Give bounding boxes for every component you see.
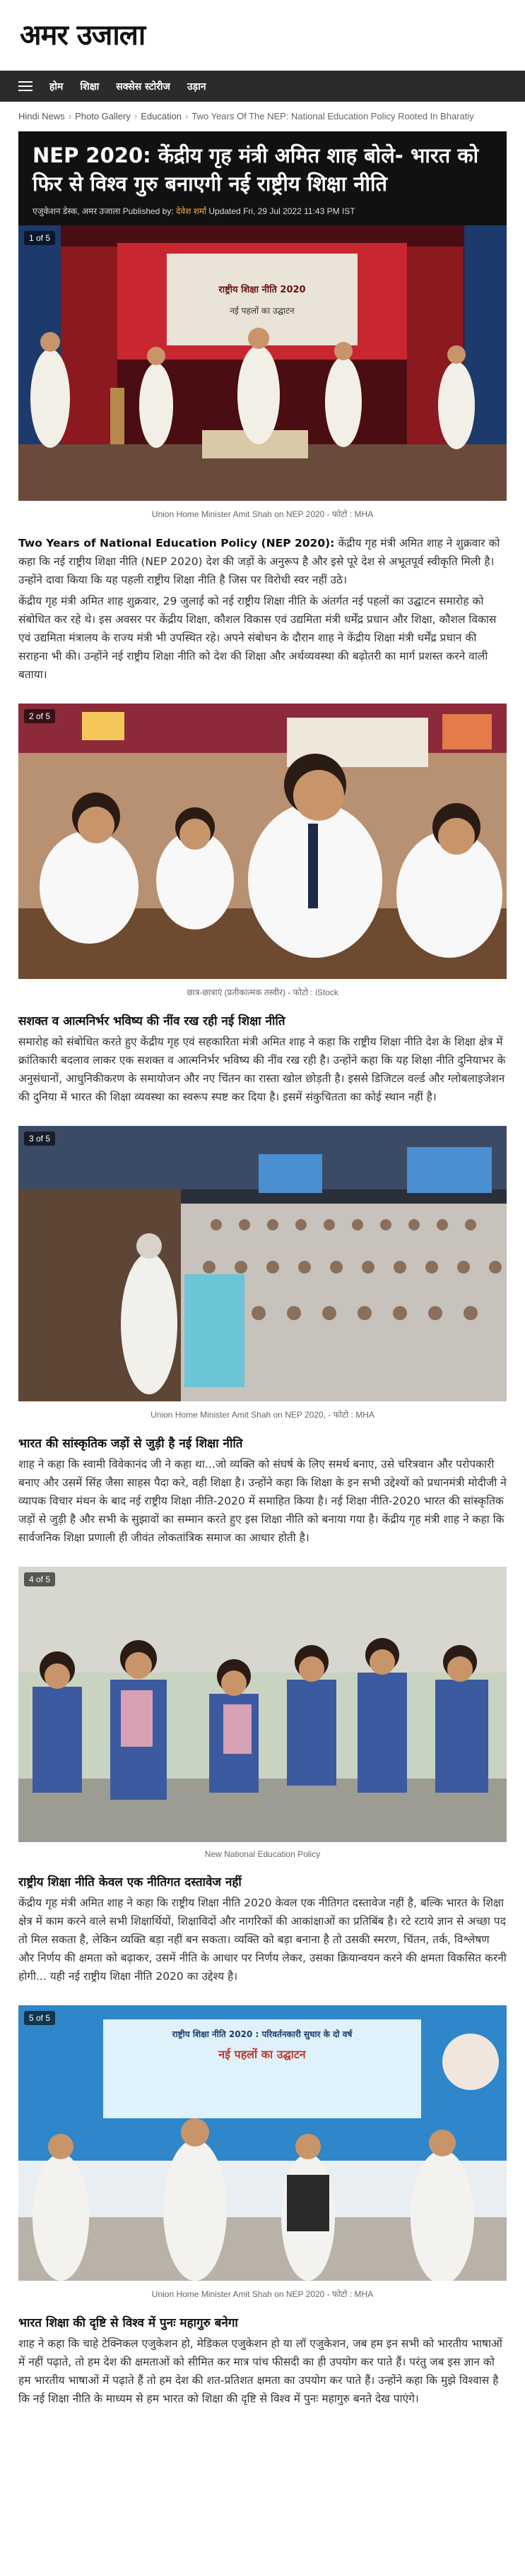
gallery-slide-5 [18,2005,507,2300]
slide-counter: 2 of 5 [24,709,55,723]
banner-text: राष्ट्रीय शिक्षा नीति 2020 : परिवर्तनकारी सुधार के दो वर्ष [172,2029,353,2039]
image-caption: Union Home Minister Amit Shah on NEP 2020, - फोटो : MHA [151,1410,374,1420]
article-section-1 [0,520,525,684]
section-heading: भारत की सांस्कृतिक जड़ों से जुड़ी है नई शिक्षा नीति [18,1437,243,1451]
gallery-slide-1 [18,225,507,520]
breadcrumb-photo-gallery[interactable]: Photo Gallery [75,111,131,121]
image-caption: Union Home Minister Amit Shah on NEP 2020 - फोटो : MHA [151,2289,374,2299]
main-nav [0,71,525,102]
section-heading: भारत शिक्षा की दृष्टि से विश्व में पुनः महागुरु बनेगा [18,2316,238,2330]
article-header [18,131,507,225]
gallery-slide-2 [18,704,507,998]
section-heading: राष्ट्रीय शिक्षा नीति केवल एक नीतिगत दस्तावेज नहीं [18,1875,242,1889]
banner-subtext: नई पहलों का उद्घाटन [230,306,295,316]
slide-counter: 4 of 5 [24,1572,55,1586]
author-link[interactable]: देवेश शर्मा [176,206,207,216]
gallery-slide-3 [18,1126,507,1420]
slide-photo[interactable] [18,1567,507,1842]
paragraph: समारोह को संबोधित करते हुए केंद्रीय गृह एवं सहकारिता मंत्री अमित शाह ने कहा कि राष्ट्रीय शिक्षा नीति देश के शिक्षा क्षेत्र में क्रांतिकारी बदलाव लाकर एक सशक्त व आत्मनिर्भर भविष्य की नींव रख रही है। उन्होंने कहा कि यह शिक्षा नीति दुनियाभर के अनुसंधानों, आधुनिकीकरण के समायोजन और नए चिंतन का रास्ता खोल छोड़ती है। इससे डिजिटल वर्ल्ड और ग्लोबलाइजेशन की दुनिया में भारत की शिक्षा व्यवस्था का स्वरूप स्पष्ट कर दिया है। इसमें संकुचितता का कोई स्थान नहीं है। [18,1035,506,1103]
paragraph: शाह ने कहा कि स्वामी विवेकानंद जी ने कहा था...जो व्यक्ति को संघर्ष के लिए समर्थ बनाए, उसे चरित्रवान और परोपकारी बनाए और उसमें सिंह जैसा साहस पैदा करे, वही शिक्षा है। उन्होंने कहा कि शिक्षा के इन सभी उद्देश्यों को प्रधानमंत्री मोदीजी ने व्यापक विचार मंथन के बाद नई राष्ट्रीय शिक्षा नीति-2020 में समाहित किया है। नई शिक्षा नीति-2020 भारत की सांस्कृतिक जड़ों से जुड़ी है और सभी के सुझावों का सम्मान करते हुए इस शिक्षा नीति को बनाया गया है। केंद्रीय गृह मंत्री शाह ने कहा कि सार्वजनिक शिक्षा प्रणाली ही जीवंत लोकतांत्रिक समाज का आधार होती है। [18,1458,507,1544]
article-section-2 [0,998,525,1106]
image-caption: छात्र-छात्राएं (प्रतीकात्मक तस्वीर) - फोटो : iStock [187,987,338,997]
page-title: NEP 2020: केंद्रीय गृह मंत्री अमित शाह बोले- भारत को फिर से विश्व गुरु बनाएगी नई राष्ट्रीय शिक्षा नीति [33,143,479,196]
updated-time: Updated Fri, 29 Jul 2022 11:43 PM IST [208,206,355,216]
nav-item-home[interactable]: होम [49,81,64,93]
article-section-5 [0,2300,525,2408]
breadcrumb-current: Two Years Of The NEP: National Education Policy Rooted In Bharatiy [191,111,474,121]
section-heading: सशक्त व आत्मनिर्भर भविष्य की नींव रख रही नई शिक्षा नीति [18,1014,285,1028]
banner-text: राष्ट्रीय शिक्षा नीति 2020 [218,285,306,295]
gallery-slide-4 [18,1567,507,1859]
paragraph [18,534,507,589]
site-logo[interactable]: अमर उजाला [20,18,146,52]
menu-icon[interactable] [18,81,33,91]
slide-counter: 3 of 5 [24,1132,55,1146]
banner-subtext: नई पहलों का उद्घाटन [218,2048,306,2061]
paragraph: केंद्रीय गृह मंत्री अमित शाह शुक्रवार, 29 जुलाई को नई राष्ट्रीय शिक्षा नीति के अंतर्गत नई पहलों का उद्घाटन समारोह को संबोधित कर रहे थे। इस अवसर पर केंद्रीय शिक्षा, कौशल विकास एवं उद्यमिता मंत्री धर्मेंद्र प्रधान और शिक्षा, कौशल विकास एवं उद्यमिता मंत्रालय के राज्य मंत्री भी उपस्थित रहे। अपने संबोधन के दौरान शाह ने केंद्रीय शिक्षा मंत्री धर्मेंद्र प्रधान की सराहना भी की। उन्होंने नई राष्ट्रीय शिक्षा नीति को देश की शिक्षा और अर्थव्यवस्था की बढ़ोतरी का मार्ग प्रशस्त करने वाली बताया। [18,595,497,681]
article-section-4 [0,1859,525,1986]
byline: एजुकेशन डेस्क, अमर उजाला Published by: [33,206,174,216]
article-meta [33,205,492,217]
slide-photo[interactable] [18,225,507,501]
slide-photo[interactable] [18,2005,507,2281]
slide-counter: 5 of 5 [24,2011,55,2025]
paragraph: केंद्रीय गृह मंत्री अमित शाह ने कहा कि राष्ट्रीय शिक्षा नीति 2020 केवल एक नीतिगत दस्तावेज नहीं है, बल्कि भारत के शिक्षा क्षेत्र में काम करने वाले सभी शिक्षार्थियों, शिक्षाविदों और नागरिकों की आकांक्षाओं का प्रतिबिंब है। रटे रटाये ज्ञान से अच्छा पद तो मिल सकता है, लेकिन व्यक्ति बड़ा नहीं बन सकता। व्यक्ति को बड़ा बनाना है तो उसकी स्मरण, चिंतन, तर्क, विश्लेषण और निर्णय की क्षमता को बढ़ाकर, उसमें नीति के आधार पर निर्णय लेकर, उसका क्रियान्वयन करने की क्षमता विकसित करनी होगी... यही नई राष्ट्रीय शिक्षा नीति 2020 का उद्देश्य है। [18,1897,507,1983]
paragraph: शाह ने कहा कि चाहे टेक्निकल एजुकेशन हो, मेडिकल एजुकेशन हो या लॉ एजुकेशन, जब हम इन सभी को भारतीय भाषाओं में नहीं पढ़ाते, तो हम देश की क्षमताओं को सीमित कर मात्र पांच फीसदी का ही उपयोग कर पाते हैं। परंतु जब इस ज्ञान को हम भारतीय भाषाओं में पढ़ाते हैं तो हम देश की शत-प्रतिशत क्षमता का उपयोग कर पाते हैं। उन्होंने कहा कि मुझे विश्वास है कि नई शिक्षा नीति के माध्यम से हम भारत को शिक्षा की दृष्टि से विश्व में पुनः महागुरु बनते देख पाएंगे। [18,2337,502,2405]
slide-photo[interactable] [18,1126,507,1401]
breadcrumb: Hindi News › Photo Gallery › Education › Two Years Of The NEP: National Education Policy Rooted In Bharatiy [18,111,474,121]
lead-label: Two Years of National Education Policy (NEP 2020): [18,537,335,550]
breadcrumb-education[interactable]: Education [141,111,182,121]
image-caption: New National Education Policy [204,1849,321,1859]
nav-item-udaan[interactable]: उड़ान [187,81,206,93]
breadcrumb-hindi-news[interactable]: Hindi News [18,111,65,121]
image-caption: Union Home Minister Amit Shah on NEP 2020 - फोटो : MHA [151,509,374,519]
slide-photo[interactable] [18,704,507,979]
nav-item-success-stories[interactable]: सक्सेस स्टोरीज [116,81,170,93]
nav-item-education[interactable]: शिक्षा [80,81,100,93]
article-section-3 [0,1420,525,1547]
slide-counter: 1 of 5 [24,231,55,245]
site-header [0,0,525,71]
paragraph-text: केंद्रीय गृह मंत्री अमित शाह ने शुक्रवार को कहा कि नई राष्ट्रीय शिक्षा नीति (NEP 2020) देश की जड़ों के अनुरूप है और इसे पूरे देश से अभूतपूर्व स्वीकृति मिली है। उन्होंने दावा किया कि यह पहली राष्ट्रीय शिक्षा नीति है जिस पर विरोधी स्वर नहीं उठे। [18,537,500,586]
